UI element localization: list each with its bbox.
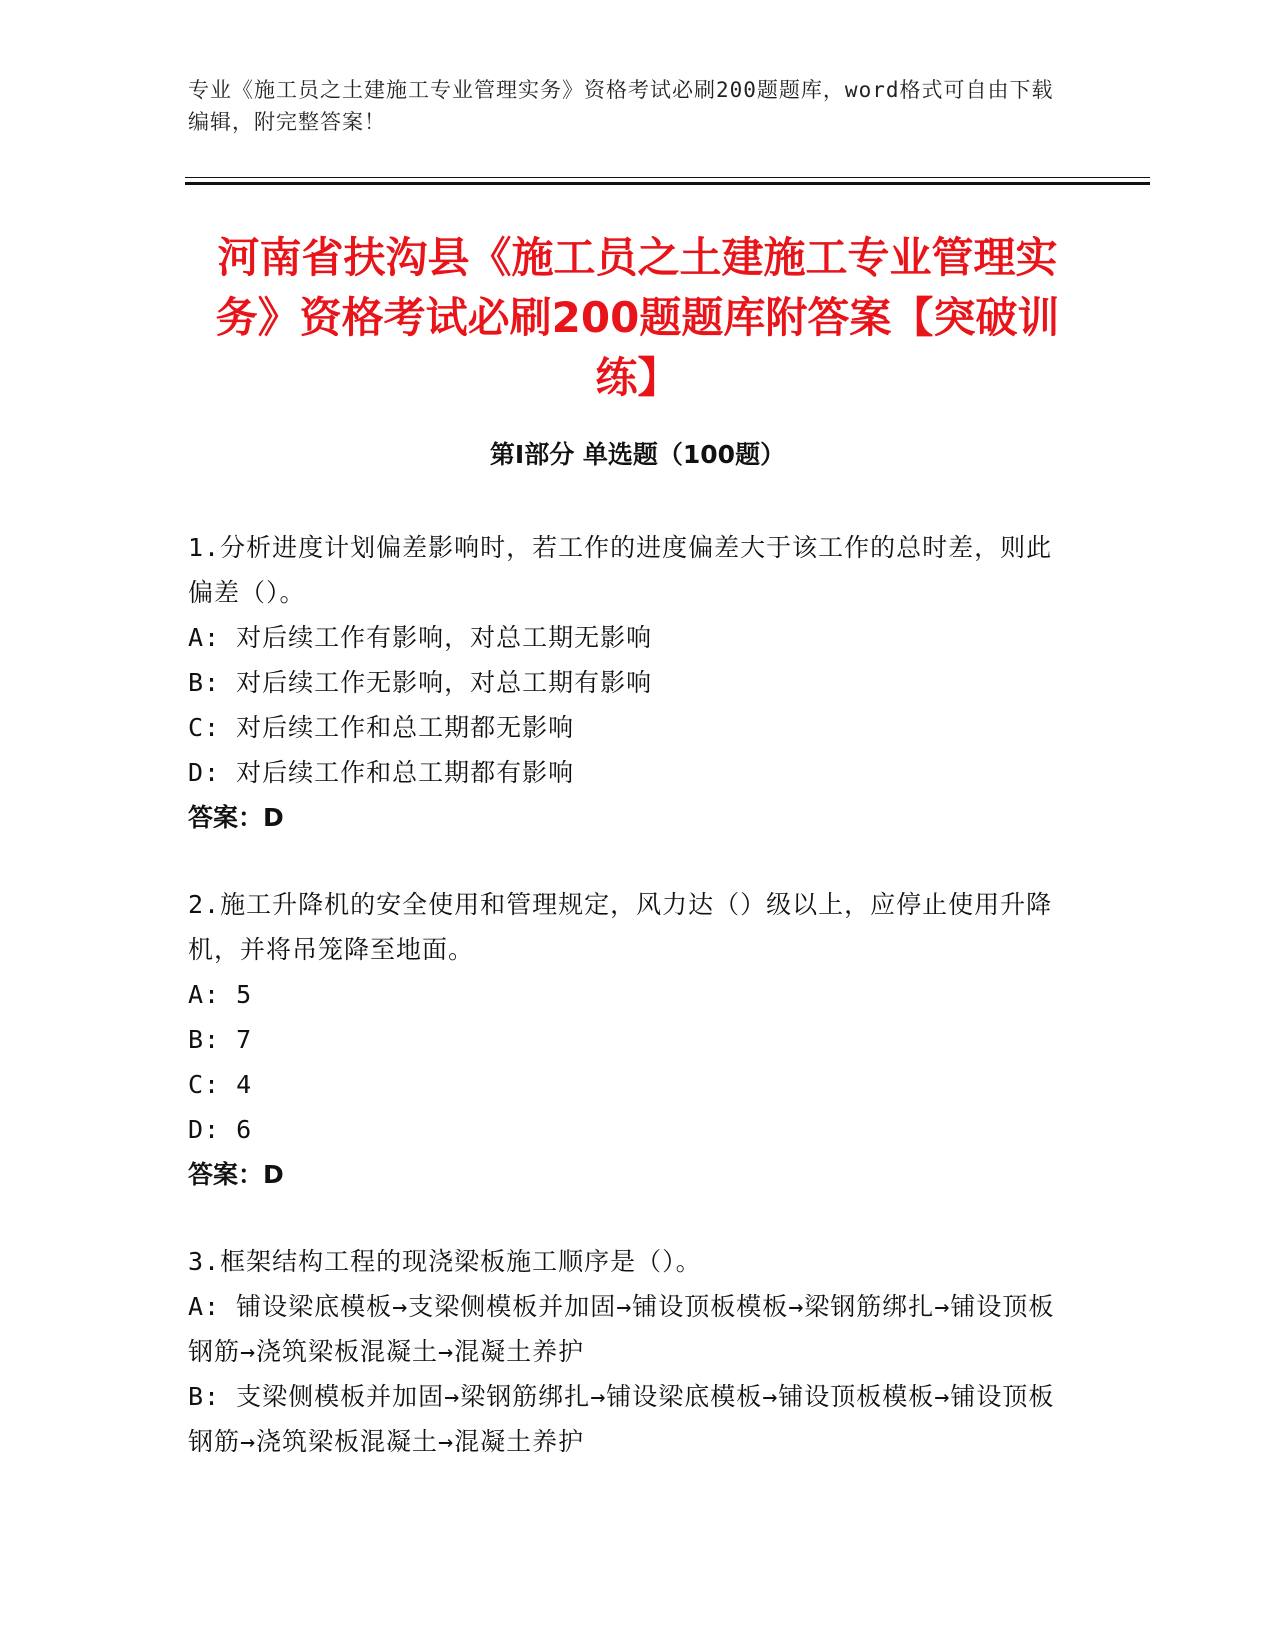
option-b: B: 对后续工作无影响，对总工期有影响 [188,668,653,697]
question-3 [188,1239,1078,1464]
header-divider-thick [185,182,1150,185]
option-b: B: 支梁侧模板并加固→梁钢筋绑扎→铺设梁底模板→铺设顶板模板→铺设顶板钢筋→浇筑梁板混凝土→混凝土养护 [188,1382,1055,1456]
header-note: 专业《施工员之土建施工专业管理实务》资格考试必刷200题题库，word格式可自由下载编辑，附完整答案！ [188,78,1054,134]
option-b: B: 7 [188,1025,253,1054]
option-c: C: 4 [188,1070,253,1099]
document-title: 河南省扶沟县《施工员之土建施工专业管理实务》资格考试必刷200题题库附答案【突破训练】 [215,233,1060,402]
question-text: 3.框架结构工程的现浇梁板施工顺序是（）。 [188,1247,702,1276]
option-a: A: 对后续工作有影响，对总工期无影响 [188,623,653,652]
question-1 [188,525,1078,840]
answer-label: 答案：D [188,803,284,832]
option-a: A: 铺设梁底模板→支梁侧模板并加固→铺设顶板模板→梁钢筋绑扎→铺设顶板钢筋→浇筑梁板混凝土→混凝土养护 [188,1292,1055,1366]
answer-label: 答案：D [188,1160,284,1189]
question-list [188,525,1078,1506]
header-divider-thin [185,177,1150,178]
option-d: D: 6 [188,1115,253,1144]
option-d: D: 对后续工作和总工期都有影响 [188,758,575,787]
option-c: C: 对后续工作和总工期都无影响 [188,713,575,742]
option-a: A: 5 [188,980,253,1009]
question-text: 1.分析进度计划偏差影响时，若工作的进度偏差大于该工作的总时差，则此偏差（）。 [188,533,1053,607]
section-heading: 第Ⅰ部分 单选题（100题） [489,440,786,469]
question-text: 2.施工升降机的安全使用和管理规定，风力达（）级以上，应停止使用升降机，并将吊笼降至地面。 [188,890,1053,964]
question-2 [188,882,1078,1197]
